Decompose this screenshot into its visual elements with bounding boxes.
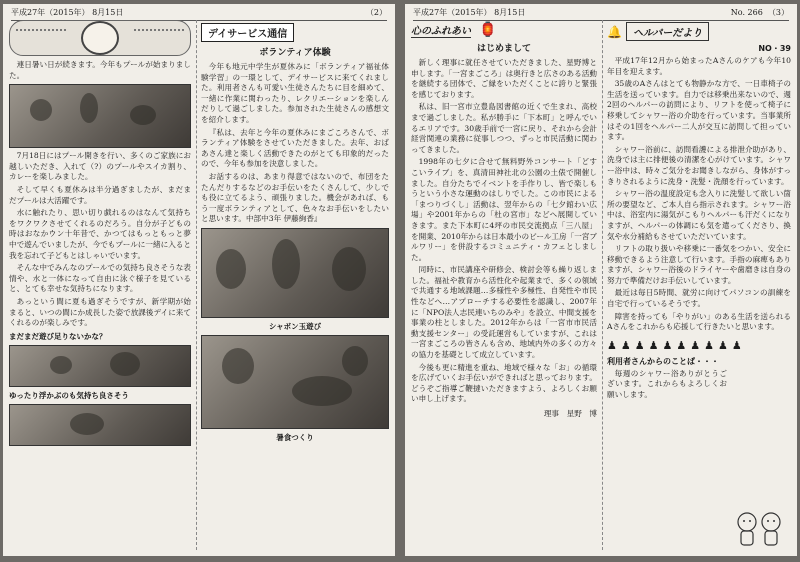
- figure-icon: ♟: [731, 338, 742, 352]
- header-page-number: （3）: [767, 8, 789, 17]
- paragraph: そして早くも夏休みは半分過ぎましたが、まだまだプールは大活躍です。: [9, 184, 191, 205]
- figure-icon: ♟: [648, 338, 659, 352]
- running-header: [11, 7, 387, 21]
- pool-banner: [9, 20, 191, 56]
- paragraph: 私は、旧一宮市立豊島図書館の近くで生まれ、高校まで過ごしました。私が勝手に「下本町」と呼んでいるエリアです。30歳手前で一宮に戻り、それから会計経営関連の業務に従事しつつ、ずっと市民活動に関わってきました。: [411, 102, 597, 154]
- figure-icon: ♟: [676, 338, 687, 352]
- paragraph: お話するのは、あまり得意ではないので、布団をたたんだりするなどのお手伝いをたくさんして、少しでも役に立てるよう、頑張りました。機会があれば、もう一度ボランティアとして、色々なお手伝いをしたいと思います。中部中3年 伊藤絢香』: [201, 171, 389, 224]
- paragraph: 障害を持っても「やりがい」のある生活を送られるAさんをこれからも応援して行きたいと思います。: [607, 311, 791, 332]
- paragraph: 新しく理事に就任させていただきました、星野博と申します。「一宮まごころ」は奥行きと広さのある活動を継続する団体で、ご縁をいただくことに誇りと緊張を感じております。: [411, 58, 597, 99]
- page-2: [3, 4, 395, 556]
- photo-caption: ゆったり浮かぶのも気持ち良さそう: [9, 390, 129, 400]
- section-subtitle: はじめまして: [476, 44, 531, 54]
- section-title: 心のふれあい: [411, 22, 471, 38]
- section-title: ヘルパーだより: [626, 22, 709, 41]
- greeting-column: [411, 20, 597, 552]
- paragraph: 1998年の七夕に合せて無料野外コンサート「どすこいライブ」を、真清田神社北の公園の土俵で開催しました。自分たちでイベントを手作りし、皆で楽しもうという小さな運動のはしりでした。この市民による「まつりづくし」活動は、翌年からの「七夕館わい広場」や2001年からの「杜の宮市」などへ展開していきます。また下本町に4坪の市民交流拠点「三八屋」を開業、2010年からは日本最小のビール工房「一宮ブルワリー」を併設するコミュニティ・カフェとしました。: [411, 157, 597, 262]
- paragraph: 平成17年12月から始まったAさんのケアも今年10年目を迎えます。: [607, 56, 791, 76]
- closing-title: 利用者さんからのことば・・・: [607, 356, 719, 366]
- paragraph: シャワー浴の温度設定も念入りに洗髪して欲しい箇所の要望など、ご本人自ら指示されます。シャワー浴中は、浴室内に湯気がこもりヘルパーも汗だくになりますが、ヘルパーの体調にも気を遣ってくださり、換気や水分補給もさせていただいています。: [607, 189, 791, 241]
- figure-icon: ♟: [690, 338, 701, 352]
- day-service-column: [201, 20, 389, 552]
- issue-number: No. 266: [730, 8, 763, 17]
- paragraph: 水に触れたり、思い切り戯れるのはなんて気持ちをワクワクさせてくれるのだろう。自分が子どもの時はおなかウン十年昔で、かつてはもっともっと夢中で遊んでいましたが、今でもプールに一緒に入ると我を忘れて子どもとはしゃいでいます。: [9, 208, 191, 260]
- paragraph: 今年も地元中学生が夏休みに「ボランティア福祉体験学習」の一環として、デイサービスに来てくれました。利用者さんも可愛い生徒さんたちに目を細めて、一緒に作業に関わったり、レクリエーションを楽しんだりして過ごしました。参加された生徒さんの感想文を紹介します。: [201, 62, 389, 124]
- pool-photo: [9, 345, 191, 387]
- paragraph: そんな中でみんなのプールでの気持ち良さそうな表情や、水と一体になって自由に泳ぐ様子を見ていると、とても幸せな気持ちになります。: [9, 263, 191, 294]
- section-header: [411, 22, 597, 38]
- paragraph: シャワー浴前に、訪問看護による排泄介助があり、洗身では主に排便後の清潔を心がけています。シャワー浴中は、時々ご気分をお聞きしながら、身体がすっきりされるように洗身・洗髪・洗顔を行っています。: [607, 144, 791, 186]
- cooking-photo: [201, 335, 389, 429]
- bell-icon: 🔔: [607, 24, 622, 39]
- bubble-photo: [201, 228, 389, 318]
- paragraph: 最近は毎日5時間、就労に向けてパソコンの訓練を自宅で行っているそうです。: [607, 288, 791, 309]
- figure-icon: ♟: [607, 338, 617, 352]
- figure-icon: ♟: [718, 338, 728, 352]
- figure-icon: ♟: [704, 338, 714, 352]
- photo-caption: シャボン玉遊び: [268, 321, 322, 331]
- paragraph: リフトの取り扱いや移乗に一番気をつかい、安全に移動できるよう注意して行います。手指の麻痺もありますが、シャワー浴後のドライヤーや歯磨きは自身の努力で準備だけお手伝いしています。: [607, 244, 791, 285]
- closing-text: 毎週のシャワー浴ありがとうございます。これからもよろしくお願いします。: [607, 368, 727, 400]
- paragraph: 同時に、市民講座や研修会、検討会等も繰り返しました。福祉や教育から活性化や起業まで、多くの領域で共通する地域課題…多様性や多極性、自発性や市民性などへ…アプローチする必要性を認識し、2007年に「NPO法人志民連いちのみや」を設立、中間支援を事業の柱としました。2012年からは「一宮市市民活動支援センター」の受託運営もしていますが、これは一宮まごころの皆さんも含め、地域内外の多くの方々の協力を基礎として成立しています。: [411, 265, 597, 360]
- header-date: 平成27年（2015年） 8月15日: [11, 8, 124, 17]
- photo-caption: 暑食つくり: [276, 432, 314, 442]
- column-divider: [196, 20, 197, 550]
- section-subtitle: ボランティア体験: [259, 48, 331, 58]
- photo-caption: まだまだ遊び足りないかな？: [9, 331, 107, 341]
- helper-column: [607, 20, 791, 552]
- paragraph: 7月18日にはプール開きを行い、多くのご家族にお越しいただき、入れて（?）のプールやスイカ割り、カレーを楽しみました。: [9, 151, 191, 182]
- figure-icon: ♟: [620, 338, 631, 352]
- paragraph: 連日暑い日が続きます。今年もプールが始まりました。: [9, 60, 191, 80]
- figure-icon: ♟: [634, 338, 645, 352]
- column-number: NO・39: [758, 44, 791, 53]
- wave-decoration: [16, 29, 66, 45]
- header-date: 平成27年（2015年） 8月15日: [413, 8, 526, 17]
- figure-icon: ♟: [662, 338, 673, 352]
- paragraph: 『私は、去年と今年の夏休みにまごころさんで、ボランティア体験をさせていただきました。去年、おばあさん達と楽しく活動できたのがとても印象的だったので、今年も参加を決意しました。: [201, 127, 389, 169]
- page-3: [405, 4, 797, 556]
- decorative-figures: [607, 339, 791, 352]
- paragraph: 今後も更に精進を重ね、地域で様々な「お」の循環を広げていくお手伝いができればと思っております。どうぞご指導ご鞭撻いただきますよう、よろしくお願い申し上げます。: [411, 362, 597, 404]
- running-header: [413, 7, 789, 21]
- section-title: デイサービス通信: [201, 23, 294, 42]
- paragraph: あっという間に夏も過ぎそうですが、新学期が始まると、いつの間にか成長した姿で放課後デイに来てくれるのが楽しみです。: [9, 296, 191, 328]
- lantern-icon: 🏮: [479, 22, 497, 38]
- pool-photo: [9, 404, 191, 446]
- paragraph: 35歳のAさんはとても物静かな方で、一日車椅子の生活を送っています。自力では移乗出来ないので、週2回のヘルパーの訪問により、リフトを使って椅子に移乗してシャワー浴の介助を行っています。当事業所はその1回をヘルパー二人が交互に訪問して担っています。: [607, 79, 791, 142]
- pool-column: [9, 20, 191, 552]
- pool-photo: [9, 84, 191, 148]
- header-issue: [731, 7, 789, 18]
- signature: 理事 星野 博: [543, 409, 597, 418]
- section-header: [607, 22, 791, 41]
- header-page-number: （2）: [365, 8, 387, 17]
- mascot-characters-icon: [731, 508, 787, 548]
- section-header: [201, 22, 389, 42]
- wave-decoration: [134, 29, 184, 45]
- column-divider: [602, 20, 603, 550]
- emblem-icon: [81, 21, 119, 55]
